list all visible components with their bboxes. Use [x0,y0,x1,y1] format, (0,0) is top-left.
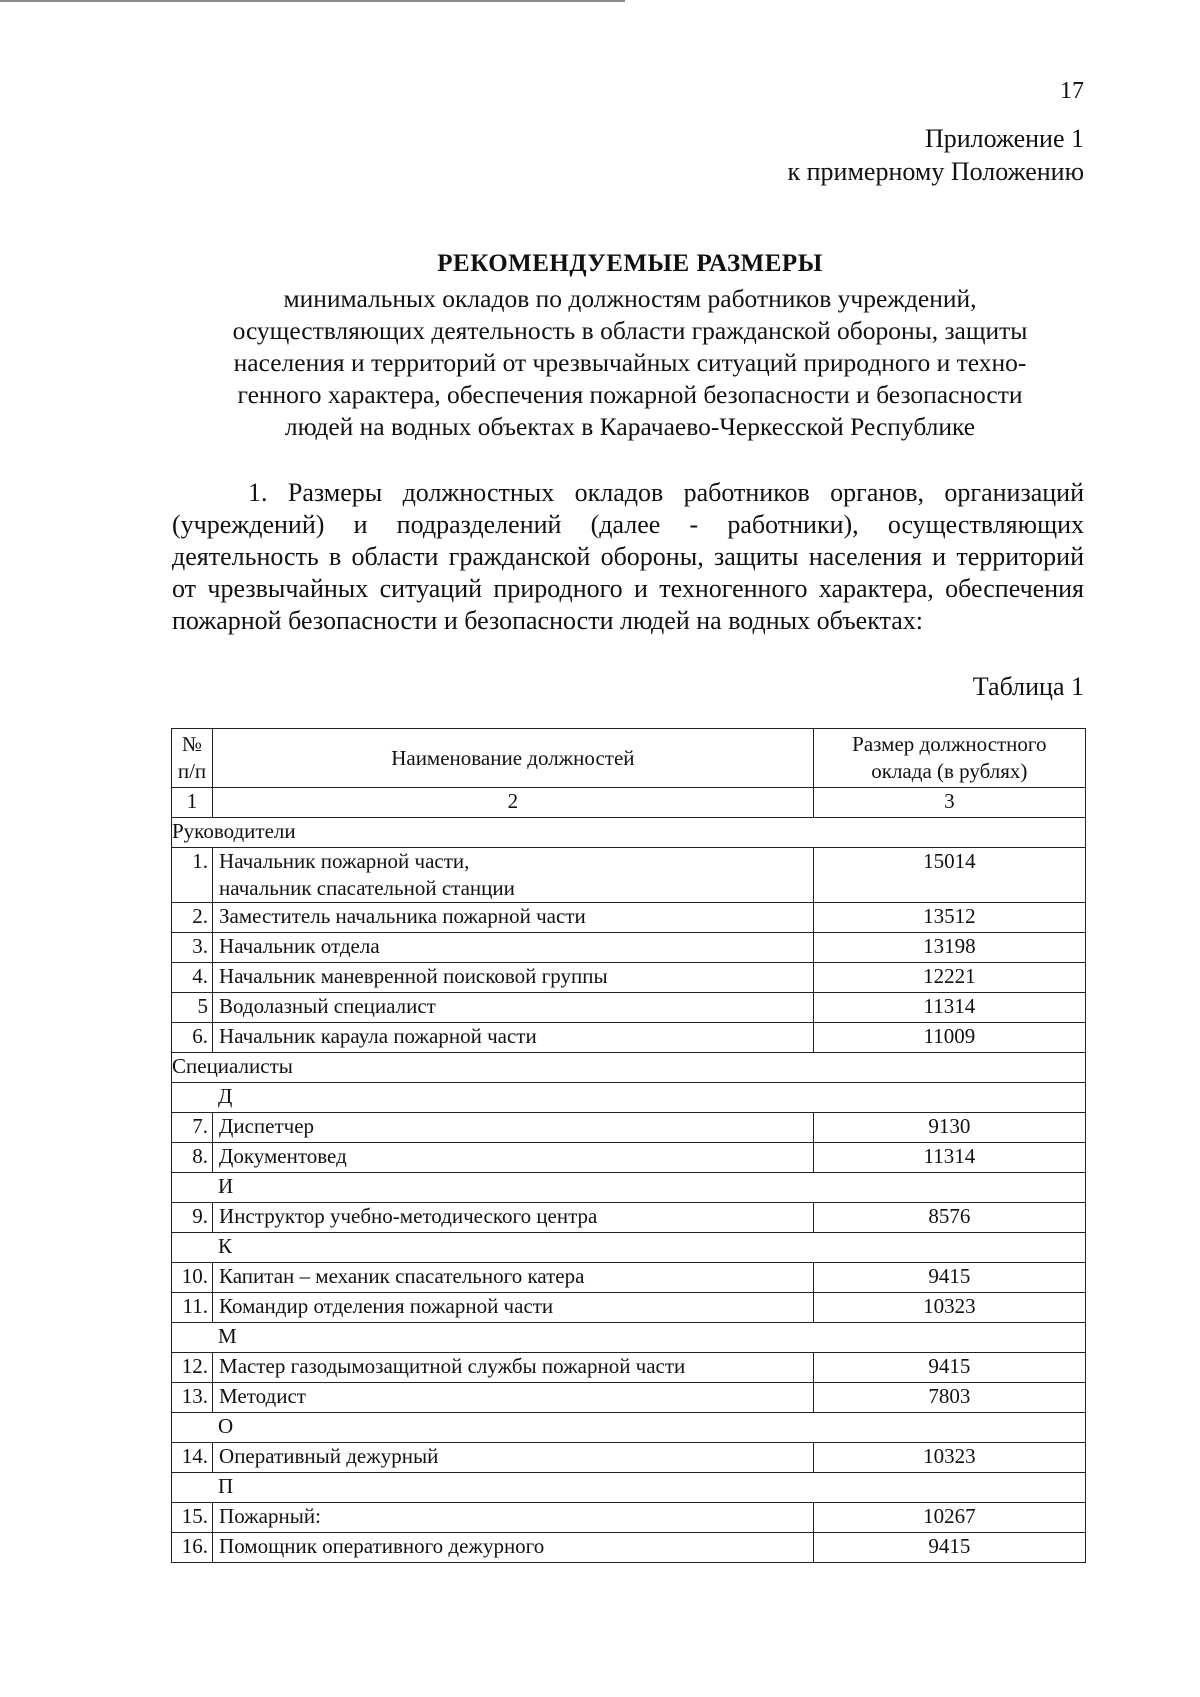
salary-value: 11314 [813,993,1085,1023]
category-row [172,818,1086,848]
letter-label: О [172,1413,1086,1443]
subtitle-line: людей на водных объектах в Карачаево-Черкесской Республике [284,412,976,441]
category-label: Специалисты [172,1053,1086,1083]
letter-row [172,1173,1086,1203]
salary-value: 15014 [813,848,1085,903]
table-row [172,1503,1086,1533]
row-number: 14. [172,1443,213,1473]
salary-value: 10323 [813,1293,1085,1323]
header-number [172,729,213,788]
row-number: 13. [172,1383,213,1413]
table-row [172,1353,1086,1383]
position-name: Мастер газодымозащитной службы пожарной части [213,1353,814,1383]
header-number-line-2: п/п [177,759,207,783]
position-name: Документовед [213,1143,814,1173]
column-number: 1 [172,788,213,818]
position-name: Помощник оперативного дежурного [213,1533,814,1563]
document-subtitle [0,283,1200,443]
page-number: 17 [1060,78,1084,104]
header-salary [813,729,1085,788]
position-name-line-1: Начальник пожарной части, [219,849,470,873]
scan-top-edge [0,0,625,2]
row-number: 2. [172,903,213,933]
table-header-row [172,729,1086,788]
header-position: Наименование должностей [213,729,814,788]
letter-label: П [172,1473,1086,1503]
appendix-line-1: Приложение 1 [924,124,1084,153]
table-row [172,848,1086,903]
salary-value: 8576 [813,1203,1085,1233]
appendix-line-2: к примерному Положению [787,157,1084,186]
table-row [172,1203,1086,1233]
position-name-line-2: начальник спасательной станции [219,876,515,900]
table-row [172,1293,1086,1323]
salary-value: 7803 [813,1383,1085,1413]
table-row [172,1143,1086,1173]
appendix-note [788,122,1085,188]
table-row [172,993,1086,1023]
subtitle-line: минимальных окладов по должностям работников учреждений, [283,284,977,313]
salary-table [171,728,1086,1563]
row-number: 11. [172,1293,213,1323]
subtitle-line: осуществляющих деятельность в области гражданской обороны, защиты [232,316,1028,345]
letter-label: М [172,1323,1086,1353]
salary-value: 12221 [813,963,1085,993]
row-number: 15. [172,1503,213,1533]
position-name: Методист [213,1383,814,1413]
row-number: 8. [172,1143,213,1173]
row-number: 7. [172,1113,213,1143]
position-name: Начальник отдела [213,933,814,963]
table-row [172,1533,1086,1563]
header-number-line-1: № [181,732,203,756]
row-number: 3. [172,933,213,963]
table-row [172,1443,1086,1473]
row-number: 4. [172,963,213,993]
category-row [172,1053,1086,1083]
row-number: 5 [172,993,213,1023]
salary-value: 13512 [813,903,1085,933]
position-name: Командир отделения пожарной части [213,1293,814,1323]
table-row [172,963,1086,993]
row-number: 12. [172,1353,213,1383]
table-row [172,1023,1086,1053]
header-salary-line-2: оклада (в рублях) [871,759,1028,783]
salary-value: 10323 [813,1443,1085,1473]
salary-value: 9415 [813,1263,1085,1293]
header-salary-line-1: Размер должностного [852,732,1047,756]
position-name: Инструктор учебно-методического центра [213,1203,814,1233]
letter-row [172,1233,1086,1263]
column-number: 3 [813,788,1085,818]
table-caption: Таблица 1 [972,672,1084,701]
letter-label: Д [172,1083,1086,1113]
row-number: 16. [172,1533,213,1563]
column-numbers-row [172,788,1086,818]
category-label: Руководители [172,818,1086,848]
position-name: Водолазный специалист [213,993,814,1023]
row-number: 10. [172,1263,213,1293]
row-number: 6. [172,1023,213,1053]
letter-row [172,1473,1086,1503]
salary-value: 13198 [813,933,1085,963]
letter-row [172,1083,1086,1113]
salary-value: 10267 [813,1503,1085,1533]
column-number: 2 [213,788,814,818]
document-title: РЕКОМЕНДУЕМЫЕ РАЗМЕРЫ [437,250,823,277]
salary-value: 9415 [813,1533,1085,1563]
salary-value: 11009 [813,1023,1085,1053]
position-name: Заместитель начальника пожарной части [213,903,814,933]
table-row [172,903,1086,933]
letter-row [172,1323,1086,1353]
subtitle-line: населения и территорий от чрезвычайных ситуаций природного и техно- [233,348,1027,377]
letter-row [172,1413,1086,1443]
position-name: Начальник караула пожарной части [213,1023,814,1053]
row-number: 9. [172,1203,213,1233]
salary-value: 9415 [813,1353,1085,1383]
position-name: Капитан – механик спасательного катера [213,1263,814,1293]
position-name: Начальник маневренной поисковой группы [213,963,814,993]
table-row [172,1113,1086,1143]
letter-label: К [172,1233,1086,1263]
salary-value: 9130 [813,1113,1085,1143]
letter-label: И [172,1173,1086,1203]
position-name: Диспетчер [213,1113,814,1143]
table-row [172,1263,1086,1293]
position-name: Оперативный дежурный [213,1443,814,1473]
subtitle-line: генного характера, обеспечения пожарной безопасности и безопасности [237,380,1023,409]
position-name [213,848,814,903]
position-name: Пожарный: [213,1503,814,1533]
salary-value: 11314 [813,1143,1085,1173]
row-number: 1. [172,848,213,903]
table-row [172,1383,1086,1413]
table-row [172,933,1086,963]
intro-paragraph: 1. Размеры должностных окладов работников органов, организаций (учреждений) и подразделений (далее - работники), осуществляющих деятельность в области гражданской обороны, защиты населения и территорий от чрезвычайных ситуаций природного и техногенного характера, обеспечения пожарной безопасности и безопасности людей на водных объектах: [172,478,1084,635]
